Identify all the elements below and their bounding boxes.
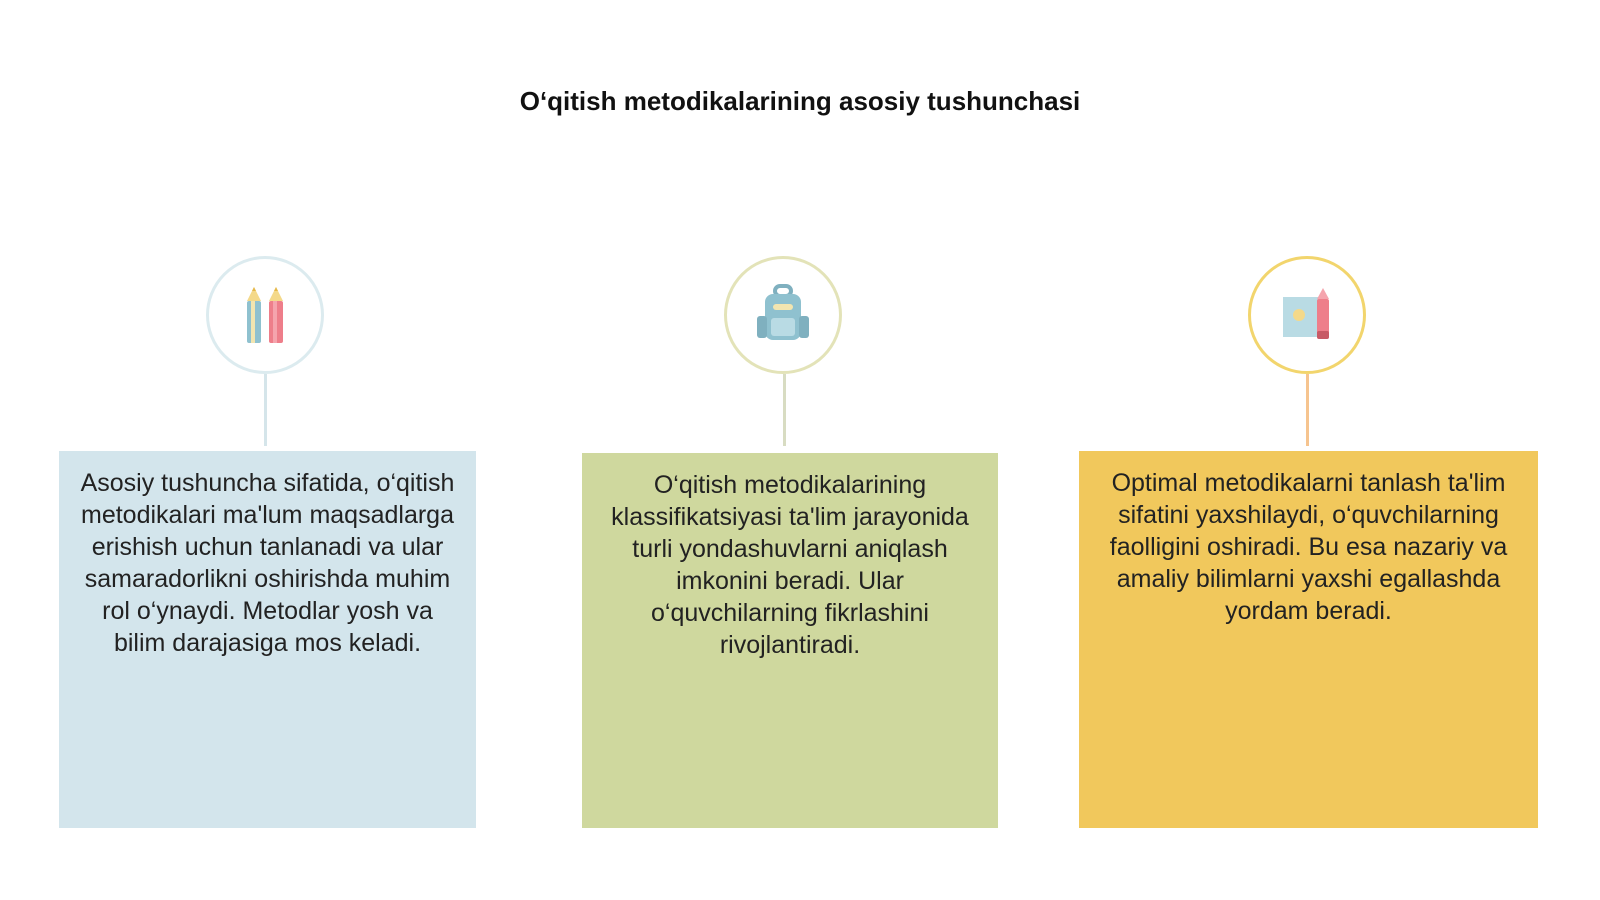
icon-circle-1 [206,256,324,374]
drawing-pencil-icon [1277,285,1337,345]
concept-card-1 [59,451,476,828]
connector-line-3 [1306,374,1309,446]
card-text-1: Asosiy tushuncha sifatida, o‘qitish metodikalari ma'lum maqsadlarga erishish uchun tanlanadi va ular samaradorlikni oshirishda muhim rol o‘ynaydi. Metodlar yosh va bilim darajasiga mos keladi. [80,469,455,657]
card-text-3: Optimal metodikalarni tanlash ta'lim sifatini yaxshilaydi, o‘quvchilarning faolligini oshiradi. Bu esa nazariy va amaliy bilimlarni yaxshi egallashda yordam beradi. [1109,469,1508,625]
backpack-icon [753,284,813,346]
icon-circle-3 [1248,256,1366,374]
connector-line-2 [783,374,786,446]
connector-line-1 [264,374,267,446]
pencils-icon [237,283,293,347]
card-text-2: O‘qitish metodikalarining klassifikatsiyasi ta'lim jarayonida turli yondashuvlarni aniqlash imkonini beradi. Ular o‘quvchilarning fikrlashini rivojlantiradi. [611,471,969,659]
concept-card-2 [582,453,998,828]
page-title: O‘qitish metodikalarining asosiy tushunchasi [519,86,1081,116]
concept-card-3 [1079,451,1538,828]
icon-circle-2 [724,256,842,374]
